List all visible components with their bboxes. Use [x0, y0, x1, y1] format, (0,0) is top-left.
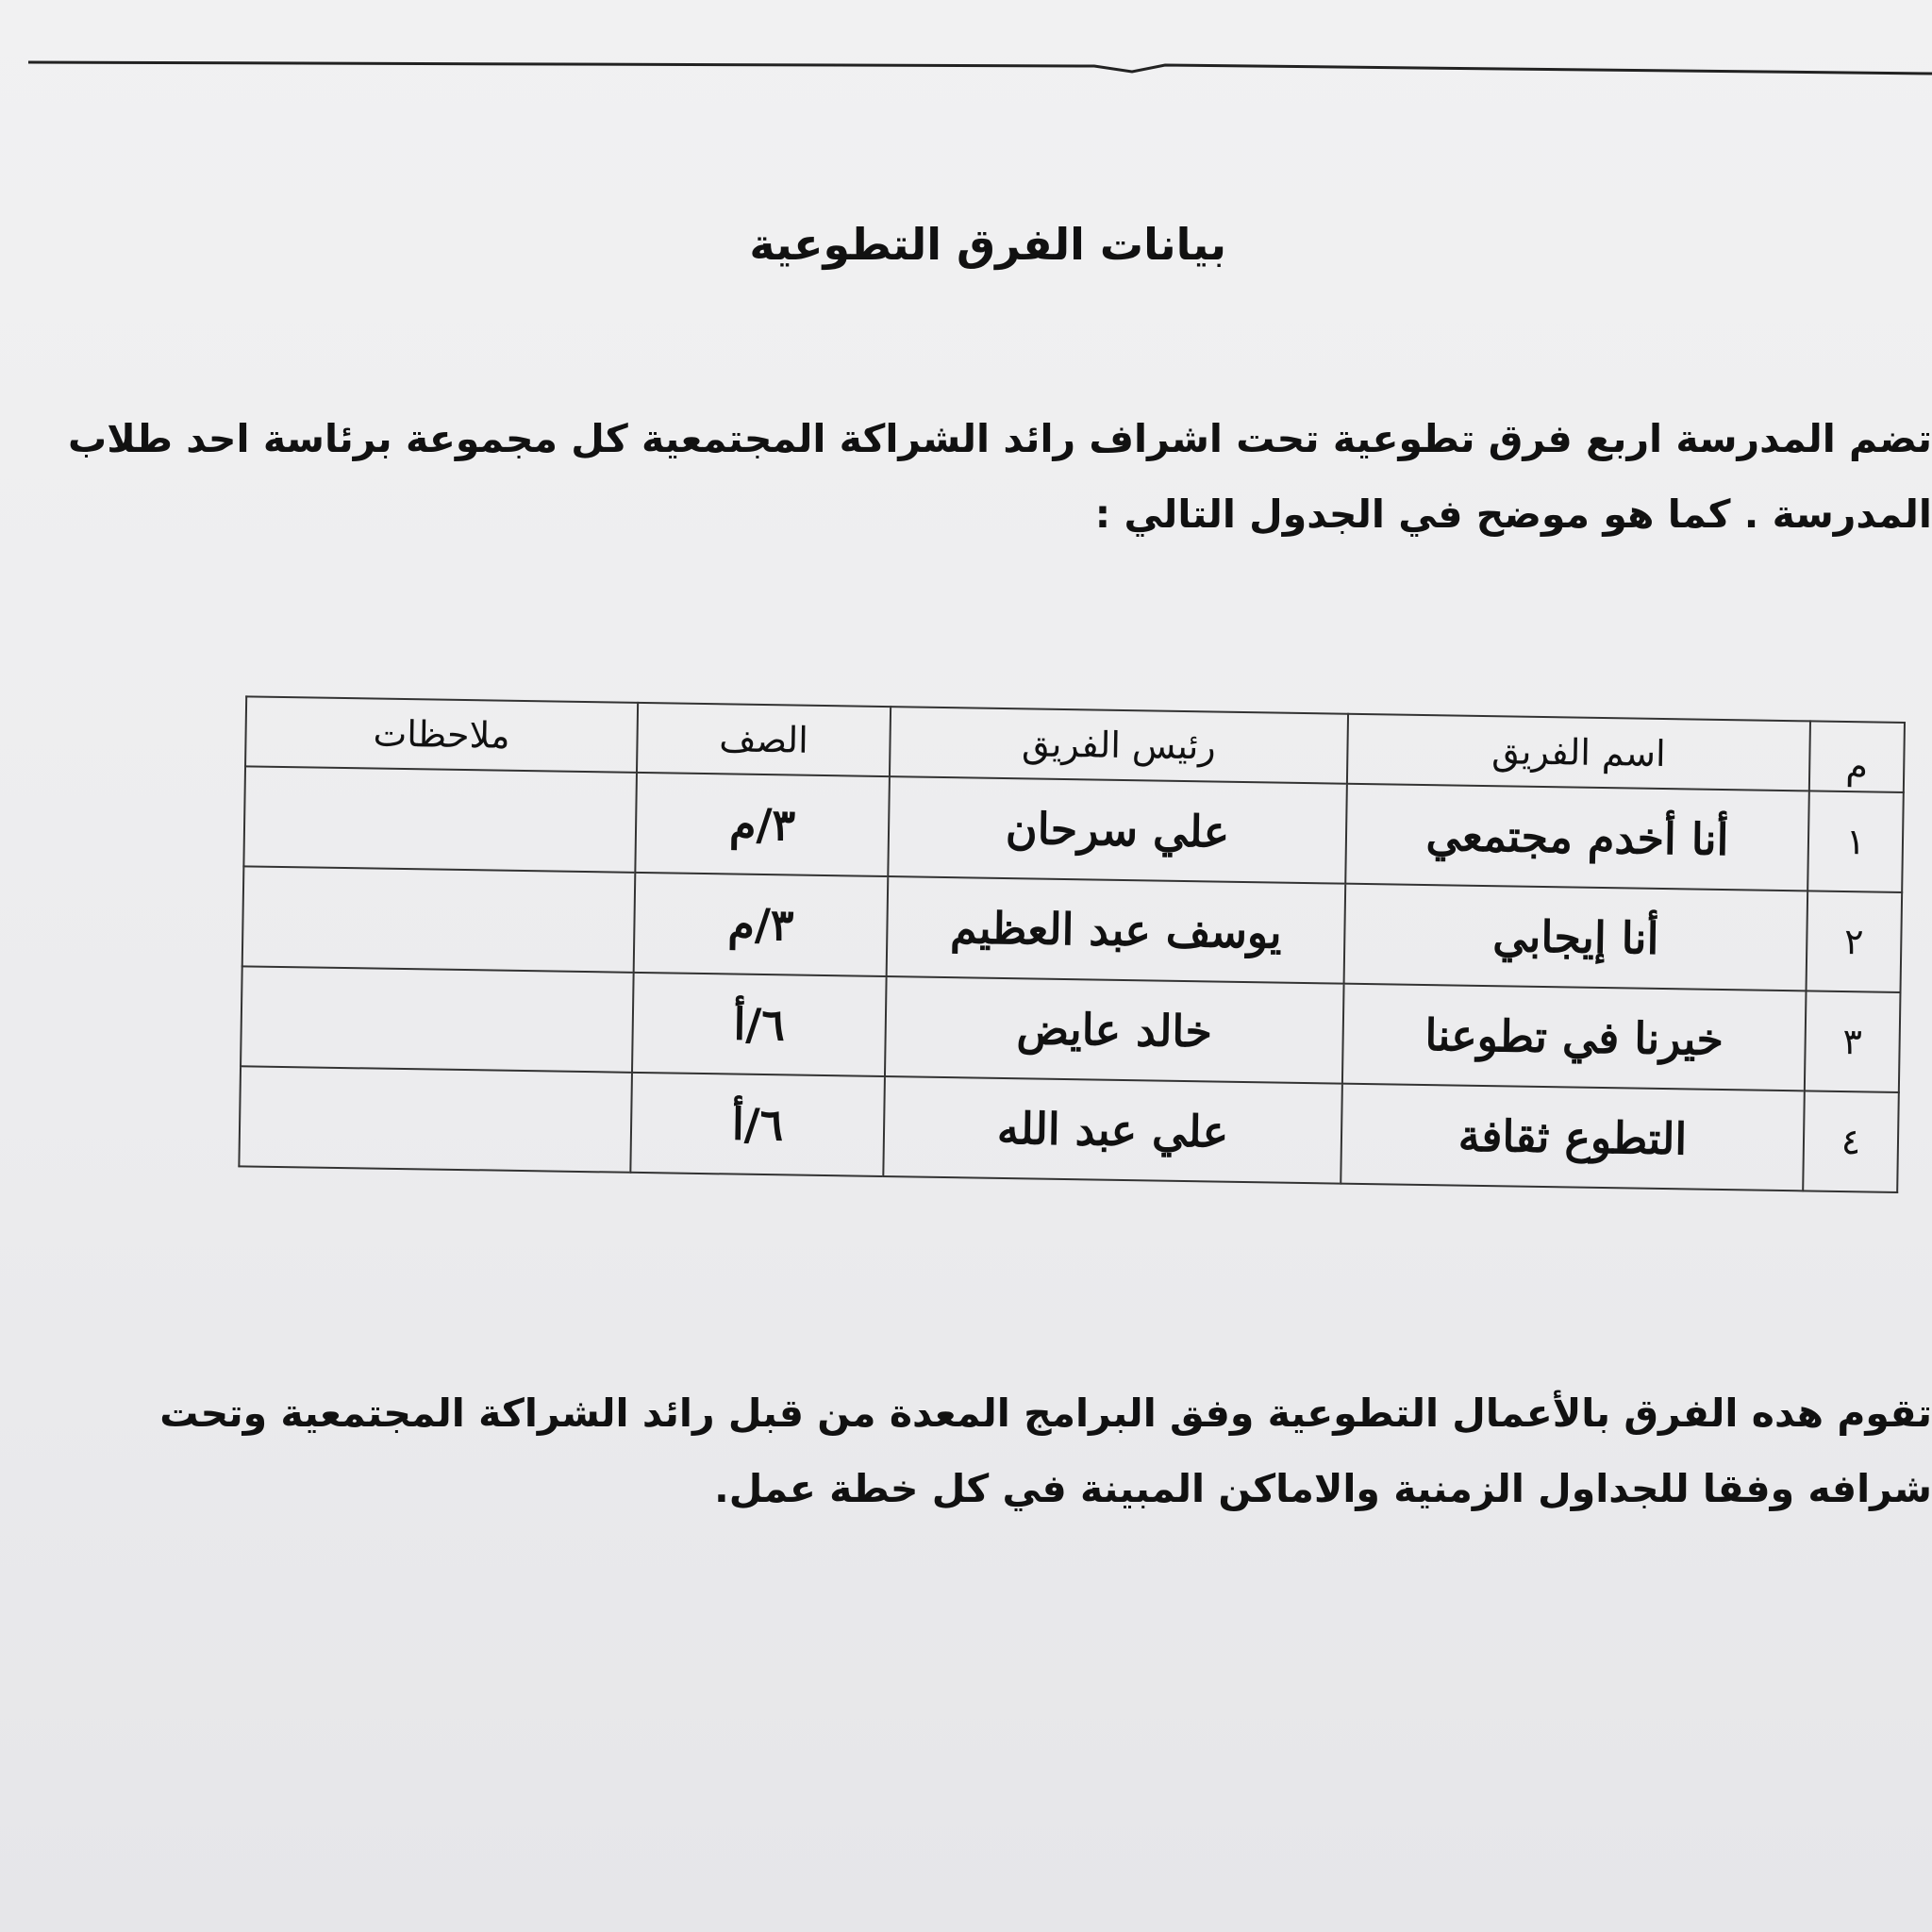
- closing-line-2: شرافه وفقا للجداول الزمنية والاماكن المبينة في كل خطة عمل.: [714, 1466, 1932, 1511]
- closing-paragraph: [159, 1375, 1932, 1526]
- header-notes: ملاحظات: [245, 696, 638, 773]
- row-number: ٢: [1807, 891, 1903, 992]
- class-cell: ٦/أ: [630, 1073, 885, 1176]
- class-cell: ٣/م: [634, 873, 889, 976]
- team-name-cell: التطوع ثقافة: [1341, 1084, 1805, 1191]
- intro-line-2: المدرسة . كما هو موضح في الجدول التالي :: [1094, 491, 1932, 537]
- team-head-cell: علي عبد الله: [883, 1076, 1342, 1184]
- team-head-cell: علي سرحان: [888, 776, 1347, 884]
- top-rule-line: [0, 0, 1932, 94]
- intro-line-1: تضم المدرسة اربع فرق تطوعية تحت اشراف رائد الشراكة المجتمعية كل مجموعة برئاسة احد طلاب: [68, 416, 1932, 461]
- class-cell: ٣/م: [635, 773, 890, 876]
- team-head-cell: خالد عايض: [885, 976, 1344, 1084]
- page-title: بيانات الفرق التطوعية: [749, 219, 1226, 270]
- header-team-name: اسم الفريق: [1347, 714, 1810, 791]
- closing-line-1: تقوم هده الفرق بالأعمال التطوعية وفق البرامج المعدة من قبل رائد الشراكة المجتمعية وتحت: [159, 1391, 1932, 1436]
- teams-table-wrapper: [240, 695, 1906, 1193]
- team-name-cell: أنا أخدم مجتمعي: [1345, 784, 1809, 891]
- row-number: ١: [1807, 791, 1904, 892]
- header-team-head: رئيس الفريق: [890, 707, 1348, 784]
- notes-cell: [243, 766, 637, 873]
- header-class: الصف: [637, 703, 891, 776]
- header-m: م: [1809, 721, 1905, 792]
- class-cell: ٦/أ: [632, 973, 887, 1076]
- notes-cell: [239, 1066, 632, 1173]
- row-number: ٣: [1805, 991, 1901, 1092]
- intro-paragraph: [68, 401, 1932, 552]
- teams-table: [238, 695, 1906, 1193]
- row-number: ٤: [1803, 1091, 1899, 1192]
- team-head-cell: يوسف عبد العظيم: [887, 876, 1346, 984]
- notes-cell: [241, 966, 634, 1073]
- team-name-cell: أنا إيجابي: [1344, 884, 1808, 991]
- notes-cell: [242, 866, 636, 973]
- team-name-cell: خيرنا في تطوعنا: [1342, 984, 1807, 1091]
